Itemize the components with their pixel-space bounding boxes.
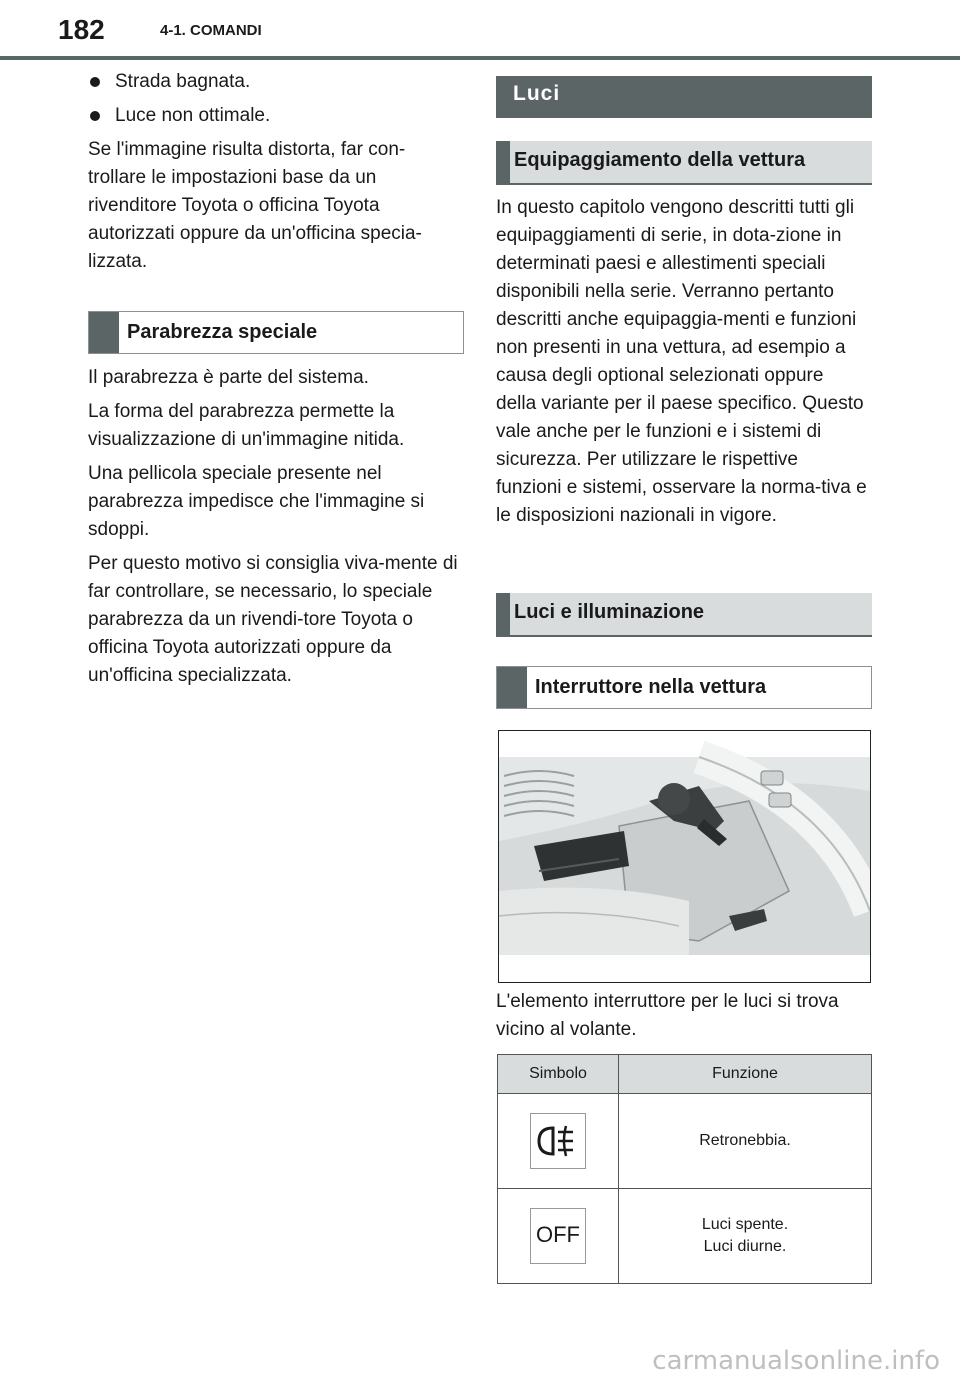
heading-tab — [497, 667, 527, 708]
chapter-title: 4-1. COMANDI — [160, 22, 262, 39]
heading-tab — [496, 141, 510, 183]
table-header-symbol: Simbolo — [498, 1055, 619, 1094]
heading-tab — [89, 312, 119, 353]
equipment-heading — [496, 141, 872, 185]
paragraph: La forma del parabrezza permette la visualizzazione di un'immagine nitida. — [88, 401, 405, 450]
off-symbol-text: OFF — [536, 1222, 580, 1247]
function-cell — [619, 1094, 872, 1189]
table-row — [498, 1094, 872, 1189]
left-column — [88, 68, 458, 282]
bullet-item: Strada bagnata. — [88, 68, 458, 96]
watermark: carmanualsonline.info — [652, 1346, 940, 1376]
equipment-text — [496, 194, 868, 536]
bullet-item: Luce non ottimale. — [88, 102, 458, 130]
page-number: 182 — [58, 14, 105, 45]
function-cell — [619, 1189, 872, 1284]
table-row — [498, 1189, 872, 1284]
steering-column-illustration — [498, 730, 871, 983]
heading-text: Luci e illuminazione — [514, 601, 705, 623]
function-text: Retronebbia. — [699, 1132, 791, 1149]
steering-column-drawing — [499, 731, 870, 982]
intro-paragraph: Se l'immagine risulta distorta, far con-trollare le impostazioni base da un rivenditore Toyota o officina Toyota autorizzati oppure da un'officina specia-lizzata. — [88, 139, 422, 272]
function-text: Luci spente. — [701, 1216, 789, 1233]
symbol-cell — [498, 1094, 619, 1189]
paragraph: Una pellicola speciale presente nel parabrezza impedisce che l'immagine si sdoppi. — [88, 463, 425, 540]
paragraph: Il parabrezza è parte del sistema. — [88, 367, 369, 388]
table-header-function: Funzione — [619, 1055, 872, 1094]
switch-heading — [496, 666, 872, 709]
paragraph: In questo capitolo vengono descritti tutti gli equipaggiamenti di serie, in dota-zione in determinati paesi e allestimenti speciali disponibili nella serie. Verranno pertanto descritti anche equipaggia-menti e funzioni non presenti in una vettura, ad esempio a causa degli optional selezionati oppure della variante per il paese specifico. Questo vale anche per le funzioni e i sistemi di sicurezza. Per utilizzare le rispettive funzioni e sistemi, osservare la norma-tiva e le disposizioni nazionali in vigore. — [496, 197, 867, 526]
left-column-section — [88, 364, 458, 696]
heading-text: Interruttore nella vettura — [535, 676, 767, 698]
symbol-table — [497, 1054, 872, 1284]
function-text: Luci diurne. — [703, 1238, 787, 1255]
lights-heading — [496, 593, 872, 637]
heading-text: Equipaggiamento della vettura — [514, 149, 806, 171]
heading-text: Parabrezza speciale — [127, 321, 318, 343]
chapter-bar-luci — [496, 76, 872, 118]
chapter-bar-text: Luci — [513, 82, 561, 105]
illustration-caption: L'elemento interruttore per le luci si trova vicino al volante. — [496, 991, 839, 1040]
rear-fog-light-icon — [530, 1113, 586, 1169]
section-heading-parabrezza — [88, 311, 464, 354]
off-symbol — [530, 1208, 586, 1264]
paragraph: Per questo motivo si consiglia viva-mente di far controllare, se necessario, lo speciale parabrezza da un rivendi-tore Toyota o officina Toyota autorizzati oppure da un'officina specializzata. — [88, 553, 458, 686]
header-rule — [0, 56, 960, 60]
heading-tab — [496, 593, 510, 635]
symbol-cell — [498, 1189, 619, 1284]
